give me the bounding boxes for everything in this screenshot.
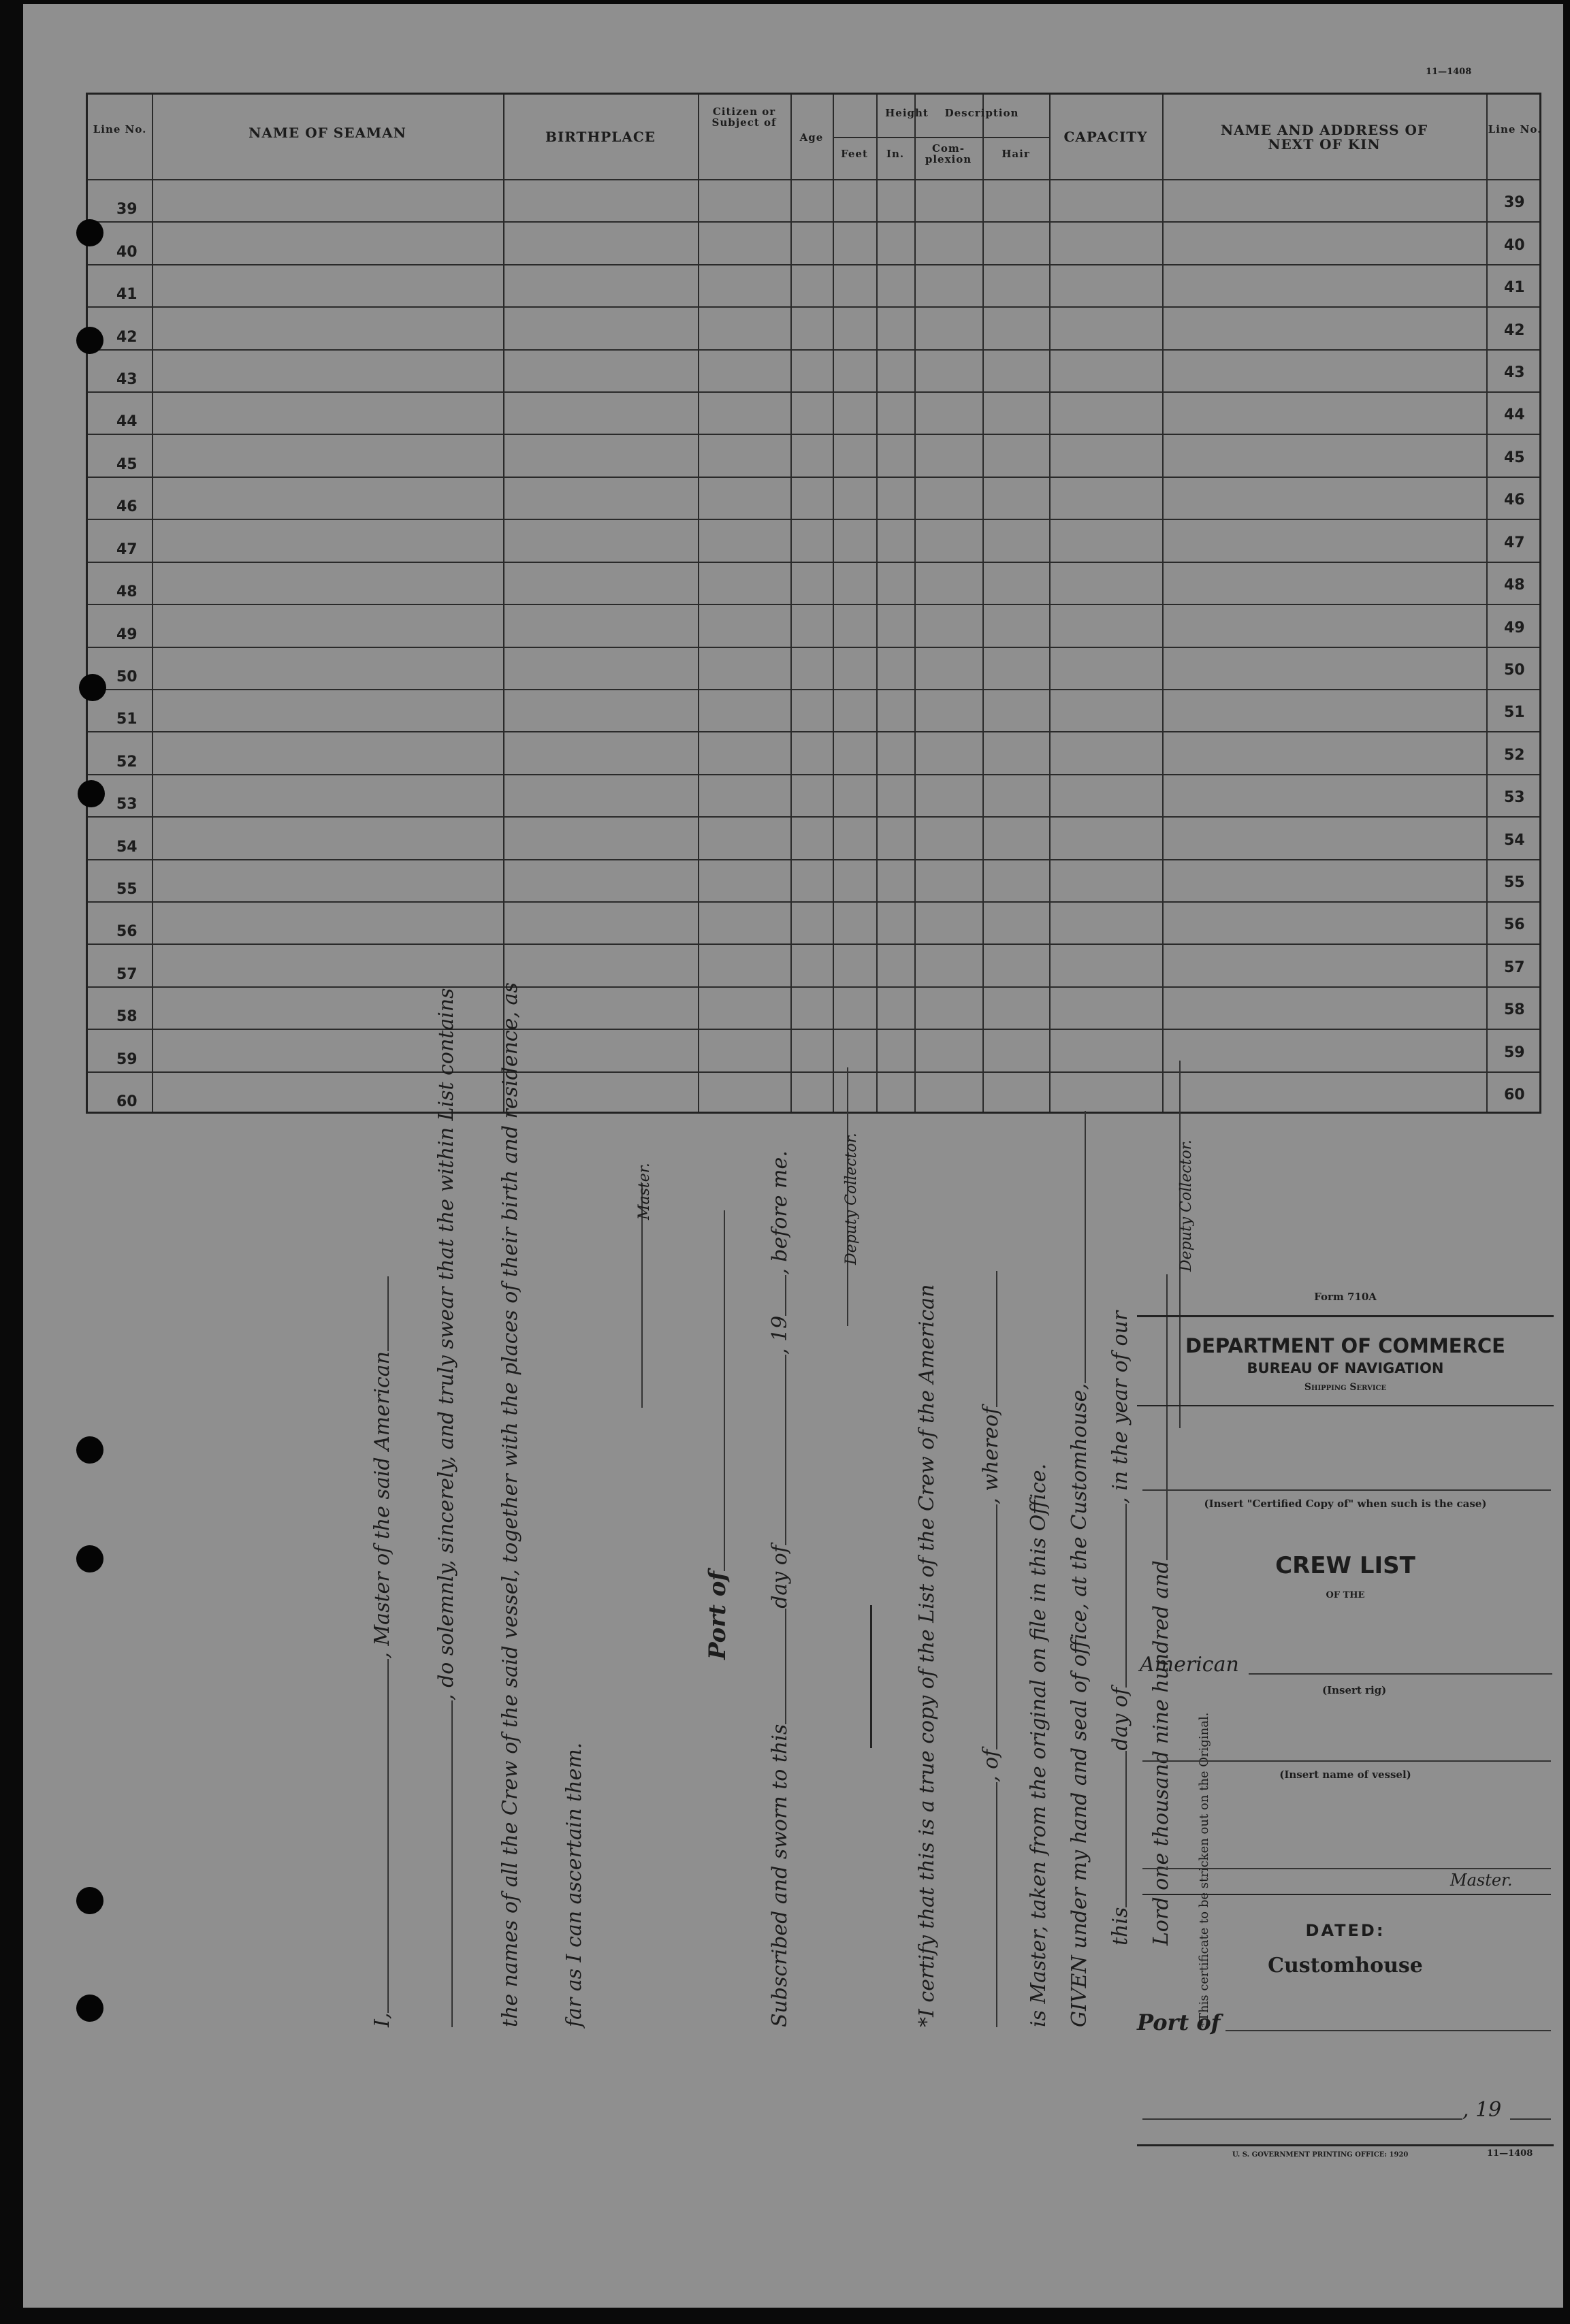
- col-complexion: Com- plexion: [925, 142, 972, 165]
- row-divider: [88, 391, 1539, 393]
- row-number-right: 59: [1504, 1044, 1525, 1061]
- row-divider: [88, 1029, 1539, 1030]
- row-number-left: 40: [116, 243, 138, 261]
- row-divider: [88, 264, 1539, 265]
- certified-copy-line: [1142, 1489, 1551, 1491]
- row-divider: [88, 434, 1539, 435]
- cert-line-1: *I certify that this is a true copy of the List of the Crew of the American: [915, 1284, 939, 2027]
- date-line: [1142, 2118, 1462, 2120]
- row-number-right: 50: [1504, 661, 1525, 679]
- row-divider: [88, 306, 1539, 308]
- row-divider: [88, 689, 1539, 690]
- row-number-left: 46: [116, 498, 138, 516]
- document-sheet: [23, 4, 1563, 2308]
- of-the-label: OF THE: [1326, 1590, 1365, 1600]
- col-citizen: Citizen or Subject of: [711, 106, 777, 129]
- row-number-right: 45: [1504, 449, 1525, 466]
- row-number-left: 54: [116, 838, 138, 856]
- row-divider: [88, 562, 1539, 563]
- col-next-of-kin: NAME AND ADDRESS OF NEXT OF KIN: [1220, 122, 1428, 152]
- form-code-top: 11—1408: [1426, 67, 1472, 77]
- bureau-title: BUREAU OF NAVIGATION: [1247, 1360, 1444, 1376]
- crew-table: [86, 93, 1541, 1114]
- punch-hole: [78, 780, 105, 807]
- row-divider: [88, 943, 1539, 945]
- oath-line-4: far as I can ascertain them.: [562, 1742, 586, 2027]
- punch-hole: [76, 1887, 103, 1914]
- row-number-left: 52: [116, 753, 138, 771]
- row-number-right: 46: [1504, 491, 1525, 509]
- master-name-line: [1142, 1868, 1551, 1869]
- col-line-no: Line No.: [93, 123, 147, 135]
- port-line: [1225, 2030, 1551, 2031]
- cert-line-5: thisday of, in the year of our: [1108, 1310, 1132, 1946]
- row-number-left: 42: [116, 328, 138, 346]
- col-inches: In.: [886, 148, 905, 160]
- row-number-left: 41: [116, 286, 138, 304]
- row-divider: [88, 816, 1539, 818]
- row-number-right: 51: [1504, 704, 1525, 722]
- printing-office: U. S. GOVERNMENT PRINTING OFFICE: 1920: [1232, 2151, 1409, 2159]
- row-number-right: 47: [1504, 534, 1525, 551]
- row-number-right: 40: [1504, 236, 1525, 254]
- cert-line-3: is Master, taken from the original on file in this Office.: [1027, 1463, 1051, 2027]
- rig-line: [1249, 1673, 1552, 1675]
- row-divider: [88, 604, 1539, 605]
- row-number-left: 47: [116, 540, 138, 558]
- row-number-right: 53: [1504, 789, 1525, 807]
- row-number-right: 41: [1504, 279, 1525, 297]
- row-number-left: 48: [116, 583, 138, 601]
- col-capacity: CAPACITY: [1063, 129, 1148, 145]
- crew-list-back-form: [1137, 1291, 1554, 2176]
- insert-rig-note: (Insert rig): [1322, 1684, 1387, 1696]
- row-number-left: 45: [116, 455, 138, 473]
- oath-line-3: the names of all the Crew of the said vessel, together with the places of their birth and residence, as: [498, 982, 522, 2027]
- row-number-left: 50: [116, 668, 138, 685]
- insert-vessel-note: (Insert name of vessel): [1279, 1769, 1411, 1781]
- oath-certificate: [271, 982, 1211, 2027]
- punch-hole: [76, 1995, 103, 2022]
- punch-hole: [79, 674, 106, 701]
- col-description: Description: [944, 107, 1019, 119]
- row-divider: [88, 901, 1539, 903]
- row-number-left: 43: [116, 371, 138, 389]
- row-number-left: 56: [116, 923, 138, 941]
- cert-line-2: , of, whereof: [979, 1271, 1003, 2027]
- punch-hole: [76, 219, 103, 246]
- deputy-label: Deputy Collector.: [843, 1133, 860, 1265]
- row-number-left: 59: [116, 1050, 138, 1068]
- row-divider: [88, 859, 1539, 860]
- row-number-left: 60: [116, 1093, 138, 1110]
- form-port-of-label: Port of: [1137, 2010, 1221, 2035]
- row-number-left: 58: [116, 1008, 138, 1026]
- row-number-left: 51: [116, 711, 138, 728]
- form-master-label: Master.: [1450, 1871, 1513, 1890]
- row-number-right: 43: [1504, 364, 1525, 382]
- row-number-right: 56: [1504, 916, 1525, 934]
- cert-line-6: Lord one thousand nine hundred and: [1149, 1274, 1173, 1946]
- col-age: Age: [799, 131, 824, 144]
- row-number-left: 57: [116, 965, 138, 983]
- row-number-right: 55: [1504, 873, 1525, 891]
- col-name-of-seaman: NAME OF SEAMAN: [249, 125, 406, 141]
- dated-label: DATED:: [1305, 1921, 1385, 1940]
- row-number-right: 48: [1504, 577, 1525, 594]
- row-number-left: 53: [116, 796, 138, 813]
- row-divider: [88, 647, 1539, 648]
- port-of-line: Port of: [704, 1210, 731, 1660]
- department-title: DEPARTMENT OF COMMERCE: [1185, 1334, 1505, 1357]
- row-divider: [88, 731, 1539, 732]
- row-divider: [88, 774, 1539, 775]
- american-label: American: [1140, 1653, 1239, 1677]
- row-divider: [88, 519, 1539, 520]
- form-number: Form 710A: [1314, 1291, 1377, 1303]
- year-line: [1510, 2118, 1551, 2120]
- row-divider: [88, 477, 1539, 478]
- row-number-right: 52: [1504, 746, 1525, 764]
- deputy2-label: Deputy Collector.: [1178, 1140, 1195, 1272]
- row-divider: [88, 221, 1539, 223]
- row-divider: [88, 986, 1539, 988]
- form-code-bottom: 11—1408: [1487, 2148, 1533, 2159]
- row-number-left: 55: [116, 880, 138, 898]
- customhouse-label: Customhouse: [1268, 1954, 1423, 1978]
- cert-line-4: GIVEN under my hand and seal of office, at the Customhouse,: [1068, 1111, 1091, 2027]
- col-birthplace: BIRTHPLACE: [545, 129, 656, 145]
- col-line-no-right: Line No.: [1488, 123, 1542, 135]
- row-number-right: 58: [1504, 1001, 1525, 1019]
- row-number-left: 49: [116, 626, 138, 643]
- crew-list-title: CREW LIST: [1275, 1552, 1415, 1579]
- row-number-right: 42: [1504, 321, 1525, 339]
- row-number-right: 44: [1504, 406, 1525, 424]
- row-number-right: 49: [1504, 619, 1525, 636]
- punch-hole: [76, 1436, 103, 1464]
- row-number-left: 39: [116, 201, 138, 219]
- footnote: *This certificate to be stricken out on the Original.: [1197, 1712, 1211, 2027]
- vessel-name-line: [1142, 1760, 1551, 1762]
- row-number-left: 44: [116, 413, 138, 431]
- punch-hole: [76, 327, 103, 354]
- row-divider: [88, 349, 1539, 351]
- col-height: Height: [885, 107, 929, 119]
- punch-hole: [76, 1545, 103, 1572]
- row-number-right: 60: [1504, 1086, 1525, 1103]
- service-title: Shipping Service: [1304, 1382, 1387, 1393]
- row-number-right: 54: [1504, 831, 1525, 849]
- oath-line-2: , do solemnly, sincerely, and truly swear that the within List contains: [434, 988, 458, 2027]
- form-year-label: , 19: [1462, 2098, 1502, 2122]
- oath-line-1: I,, Master of the said American: [370, 1276, 394, 2027]
- master-label: Master.: [636, 1163, 653, 1220]
- row-number-right: 39: [1504, 194, 1525, 212]
- insert-certified-note: (Insert "Certified Copy of" when such is the case): [1204, 1498, 1487, 1510]
- subscribed-line: Subscribed and sworn to thisday of, 19, before me.: [768, 1150, 792, 2027]
- col-feet: Feet: [841, 148, 868, 160]
- row-number-right: 57: [1504, 958, 1525, 976]
- col-hair: Hair: [1002, 148, 1030, 160]
